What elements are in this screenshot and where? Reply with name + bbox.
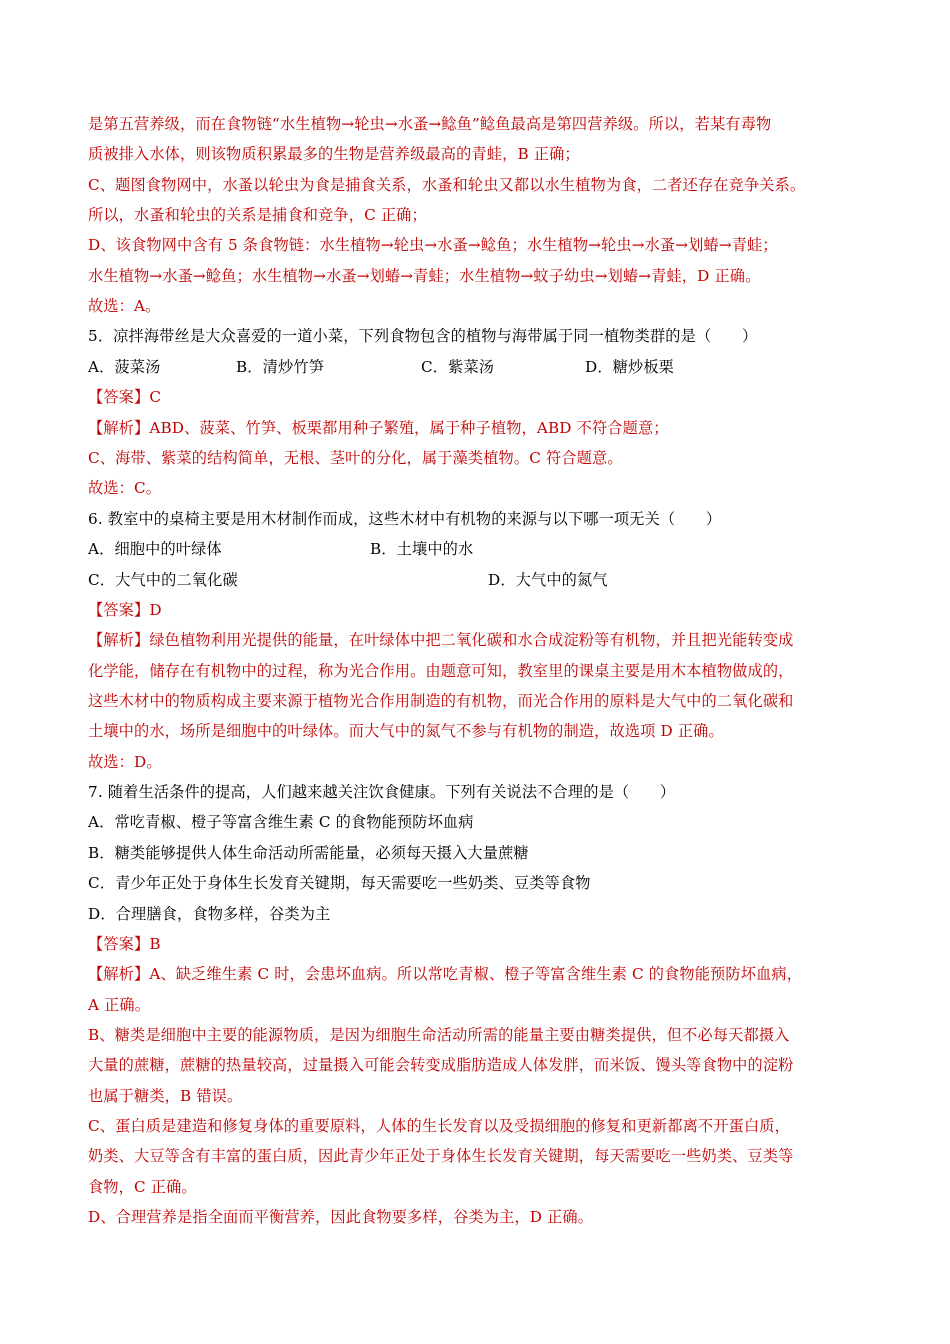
q7-explanation-line-7: 奶类、大豆等含有丰富的蛋白质，因此青少年正处于身体生长发育关键期，每天需要吃一些奶类、豆类等 — [88, 1147, 794, 1165]
q5-option-c: C．紫菜汤 — [421, 358, 495, 376]
q7-explanation-line-1: 【解析】A、缺乏维生素 C 时，会患坏血病。所以常吃青椒、橙子等富含维生素 C 的食物能预防坏血病， — [88, 965, 803, 983]
q7-explanation-line-9: D、合理营养是指全面而平衡营养，因此食物要多样，谷类为主，D 正确。 — [88, 1208, 594, 1226]
q5-option-a: A．菠菜汤 — [88, 358, 161, 376]
q5-stem: 5．凉拌海带丝是大众喜爱的一道小菜，下列食物包含的植物与海带属于同一植物类群的是（ ） — [88, 327, 758, 345]
q6-option-c: C．大气中的二氧化碳 — [88, 571, 238, 589]
q7-stem: 7. 随着生活条件的提高，人们越来越关注饮食健康。下列有关说法不合理的是（ ） — [88, 783, 676, 801]
prev-explanation-line-6: 水生植物→水蚤→鲶鱼；水生植物→水蚤→划蝽→青蛙；水生植物→蚊子幼虫→划蝽→青蛙，D 正确。 — [88, 267, 761, 285]
q6-explanation-line-4: 土壤中的水，场所是细胞中的叶绿体。而大气中的氮气不参与有机物的制造，故选项 D 正确。 — [88, 722, 724, 740]
q5-explanation-line-1: 【解析】ABD、菠菜、竹笋、板栗都用种子繁殖，属于种子植物，ABD 不符合题意； — [88, 419, 669, 437]
q6-stem: 6. 教室中的桌椅主要是用木材制作而成，这些木材中有机物的来源与以下哪一项无关（ ） — [88, 510, 722, 528]
q7-explanation-line-5: 也属于糖类，B 错误。 — [88, 1087, 243, 1105]
q6-explanation-line-2: 化学能，储存在有机物中的过程，称为光合作用。由题意可知，教室里的课桌主要是用木本植物做成的， — [88, 662, 794, 680]
q6-explanation-line-3: 这些木材中的物质构成主要来源于植物光合作用制造的有机物，而光合作用的原料是大气中的二氧化碳和 — [88, 692, 794, 710]
q6-conclusion: 故选：D。 — [88, 753, 162, 771]
q7-option-c: C．青少年正处于身体生长发育关键期，每天需要吃一些奶类、豆类等食物 — [88, 874, 591, 892]
prev-explanation-line-4: 所以，水蚤和轮虫的关系是捕食和竞争，C 正确； — [88, 206, 427, 224]
q7-explanation-line-3: B、糖类是细胞中主要的能源物质，是因为细胞生命活动所需的能量主要由糖类提供，但不必每天都摄入 — [88, 1026, 790, 1044]
q7-explanation-line-2: A 正确。 — [88, 996, 151, 1014]
q7-answer: 【答案】B — [88, 935, 161, 953]
q7-explanation-line-4: 大量的蔗糖，蔗糖的热量较高，过量摄入可能会转变成脂肪造成人体发胖，而米饭、馒头等食物中的淀粉 — [88, 1056, 794, 1074]
q7-option-d: D．合理膳食，食物多样，谷类为主 — [88, 905, 331, 923]
q7-explanation-line-8: 食物，C 正确。 — [88, 1178, 197, 1196]
q5-option-d: D．糖炒板栗 — [585, 358, 675, 376]
prev-explanation-line-3: C、题图食物网中，水蚤以轮虫为食是捕食关系，水蚤和轮虫又都以水生植物为食，二者还存在竞争关系。 — [88, 176, 806, 194]
q6-answer: 【答案】D — [88, 601, 162, 619]
q5-conclusion: 故选：C。 — [88, 479, 162, 497]
q7-option-a: A．常吃青椒、橙子等富含维生素 C 的食物能预防坏血病 — [88, 813, 474, 831]
q6-explanation-line-1: 【解析】绿色植物利用光提供的能量，在叶绿体中把二氧化碳和水合成淀粉等有机物，并且把光能转变成 — [88, 631, 794, 649]
prev-explanation-line-1: 是第五营养级，而在食物链“水生植物→轮虫→水蚤→鲶鱼”鲶鱼最高是第四营养级。所以，若某有毒物 — [88, 115, 772, 133]
q7-option-b: B．糖类能够提供人体生命活动所需能量，必须每天摄入大量蔗糖 — [88, 844, 529, 862]
prev-explanation-line-2: 质被排入水体，则该物质积累最多的生物是营养级最高的青蛙，B 正确； — [88, 145, 580, 163]
q6-option-b: B．土壤中的水 — [370, 540, 474, 558]
q5-option-b: B．清炒竹笋 — [236, 358, 324, 376]
q6-option-a: A．细胞中的叶绿体 — [88, 540, 222, 558]
prev-conclusion: 故选：A。 — [88, 297, 161, 315]
q5-explanation-line-2: C、海带、紫菜的结构简单，无根、茎叶的分化，属于藻类植物。C 符合题意。 — [88, 449, 623, 467]
prev-explanation-line-5: D、该食物网中含有 5 条食物链：水生植物→轮虫→水蚤→鲶鱼；水生植物→轮虫→水蚤→划蝽→青蛙； — [88, 236, 778, 254]
q5-answer: 【答案】C — [88, 388, 162, 406]
q6-option-d: D．大气中的氮气 — [488, 571, 608, 589]
q7-explanation-line-6: C、蛋白质是建造和修复身体的重要原料，人体的生长发育以及受损细胞的修复和更新都离不开蛋白质， — [88, 1117, 790, 1135]
